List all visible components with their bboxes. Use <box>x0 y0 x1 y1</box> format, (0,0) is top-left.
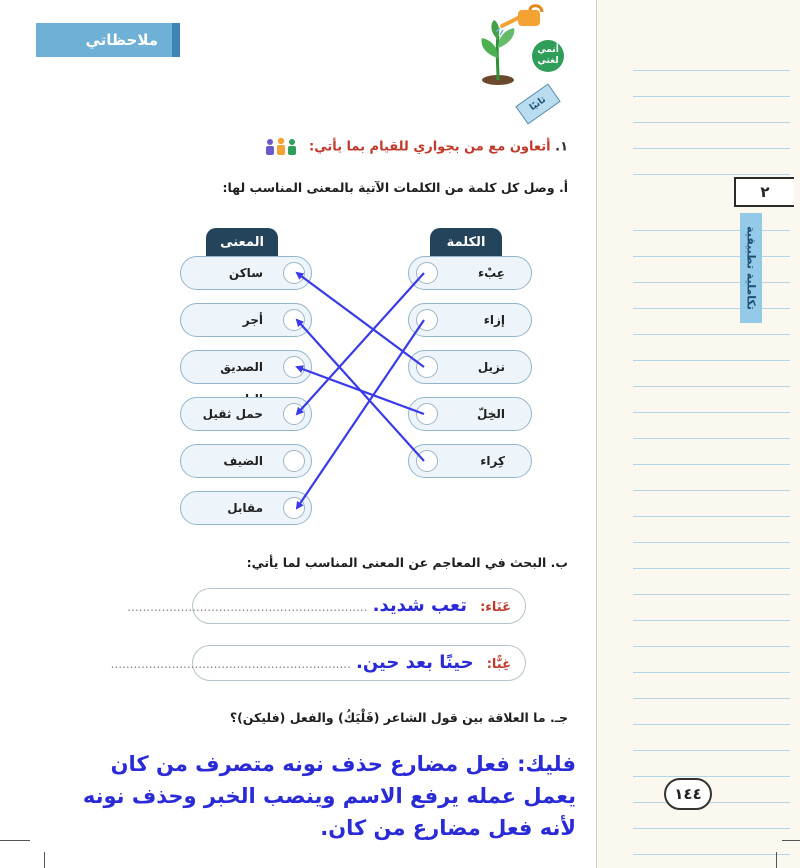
crop-mark <box>0 840 30 841</box>
meaning-label: مقابل <box>227 501 263 515</box>
word-item[interactable] <box>408 256 532 290</box>
meaning-item[interactable] <box>180 256 312 290</box>
connector-dot[interactable] <box>283 497 305 519</box>
match-arrow <box>297 367 424 414</box>
word-label: كِراء <box>480 454 505 468</box>
ruled-line <box>633 96 790 97</box>
answer-line: يعمل عمله يرفع الاسم وينصب الخبر وحذف نونه <box>82 784 576 808</box>
ruled-line <box>633 724 790 725</box>
question-1-number: ١. <box>555 139 568 155</box>
connector-dot[interactable] <box>416 262 438 284</box>
dictionary-word: عَنَاء: <box>480 600 511 615</box>
part-c-question: جـ. ما العلاقة بين قول الشاعر (فَلْيَكُ) والفعل (فليكن)؟ <box>229 710 568 725</box>
unit-number: ٢ <box>734 177 794 207</box>
ruled-line <box>633 308 790 309</box>
word-label: نزيل <box>477 360 505 374</box>
answer-dots: ............................................................... <box>127 600 368 614</box>
question-1 <box>168 137 568 157</box>
dictionary-answer-row[interactable] <box>110 645 526 681</box>
meaning-label: الضيف <box>223 454 263 468</box>
word-label: عِبْء <box>477 266 505 280</box>
meaning-item[interactable] <box>180 350 312 384</box>
crop-mark <box>776 852 777 868</box>
word-item[interactable] <box>408 397 532 431</box>
dictionary-answer: حينًا بعد حين. <box>355 652 474 673</box>
answer-dots: ............................................................... <box>110 657 351 671</box>
develop-language-badge: أنمي لغتي <box>532 40 564 72</box>
ruled-line <box>633 776 790 777</box>
ruled-line <box>633 174 790 175</box>
word-item[interactable] <box>408 303 532 337</box>
ruled-line <box>633 802 790 803</box>
ruled-line <box>633 360 790 361</box>
ruled-line <box>633 542 790 543</box>
ruled-line <box>633 230 790 231</box>
answer-line: فليك: فعل مضارع حذف نونه متصرف من كان <box>110 752 576 776</box>
word-column-header: الكلمة <box>430 228 502 258</box>
ruled-line <box>633 386 790 387</box>
ruled-line <box>633 122 790 123</box>
dictionary-word: غِبًّا: <box>486 657 511 672</box>
ruled-line <box>633 828 790 829</box>
connector-dot[interactable] <box>416 309 438 331</box>
meaning-label: ساكن <box>228 266 263 280</box>
answer-line: لأنه فعل مضارع من كان. <box>320 816 576 840</box>
connector-dot[interactable] <box>416 403 438 425</box>
connector-dot[interactable] <box>283 262 305 284</box>
word-item[interactable] <box>408 350 532 384</box>
part-b-instruction: ب. البحث في المعاجم عن المعنى المناسب لما يأتي: <box>246 555 568 570</box>
connector-dot[interactable] <box>416 450 438 472</box>
ruled-line <box>633 568 790 569</box>
match-arrow <box>297 320 424 461</box>
unit-tab <box>740 213 762 323</box>
dictionary-answer-row[interactable] <box>127 588 526 624</box>
word-label: الخِلّ <box>477 407 505 421</box>
match-arrow <box>297 273 424 414</box>
meaning-label: أجر <box>242 313 263 327</box>
connector-dot[interactable] <box>283 309 305 331</box>
ruled-line <box>633 594 790 595</box>
word-item[interactable] <box>408 444 532 478</box>
handwritten-answer <box>62 738 590 860</box>
ruled-line <box>633 490 790 491</box>
ruled-line <box>633 620 790 621</box>
meaning-item[interactable] <box>180 444 312 478</box>
ruled-line <box>633 854 790 855</box>
part-a-instruction: أ. وصل كل كلمة من الكلمات الآتية بالمعنى المناسب لها: <box>222 180 568 195</box>
ruled-line <box>633 672 790 673</box>
connector-dot[interactable] <box>416 356 438 378</box>
connector-dot[interactable] <box>283 403 305 425</box>
meaning-column-header: المعنى <box>206 228 278 258</box>
ruled-line <box>633 334 790 335</box>
meaning-item[interactable] <box>180 303 312 337</box>
ruled-line <box>633 646 790 647</box>
ruled-line <box>633 256 790 257</box>
ruled-line <box>633 516 790 517</box>
ruled-line <box>633 438 790 439</box>
ruled-line <box>633 148 790 149</box>
match-arrow <box>297 320 424 508</box>
ruled-line <box>633 412 790 413</box>
meaning-item[interactable] <box>180 397 312 431</box>
meaning-label: حمل ثقيل <box>202 407 263 421</box>
ruled-line <box>633 698 790 699</box>
connector-dot[interactable] <box>283 450 305 472</box>
notes-panel <box>596 0 800 868</box>
ruled-line <box>633 750 790 751</box>
ruled-line <box>633 464 790 465</box>
crop-mark <box>44 852 45 868</box>
word-label: إزاء <box>483 313 505 327</box>
ruled-line <box>633 70 790 71</box>
group-work-icon <box>264 137 298 157</box>
notes-header: ملاحظاتي <box>36 23 172 57</box>
ruled-line <box>633 282 790 283</box>
connector-dot[interactable] <box>283 356 305 378</box>
dictionary-answer: تعب شديد. <box>372 595 467 616</box>
crop-mark <box>782 840 800 841</box>
question-1-text: أتعاون مع من بجواري للقيام بما يأتي: <box>309 139 551 155</box>
section-second-badge: ثانيًا <box>515 84 560 125</box>
unit-tab-label: تكاملية تطبيقية <box>744 226 758 310</box>
page-number: ١٤٤ <box>664 778 712 810</box>
match-arrow <box>297 273 424 367</box>
meaning-item[interactable] <box>180 491 312 525</box>
meaning-label: الصديق <box>220 360 263 374</box>
